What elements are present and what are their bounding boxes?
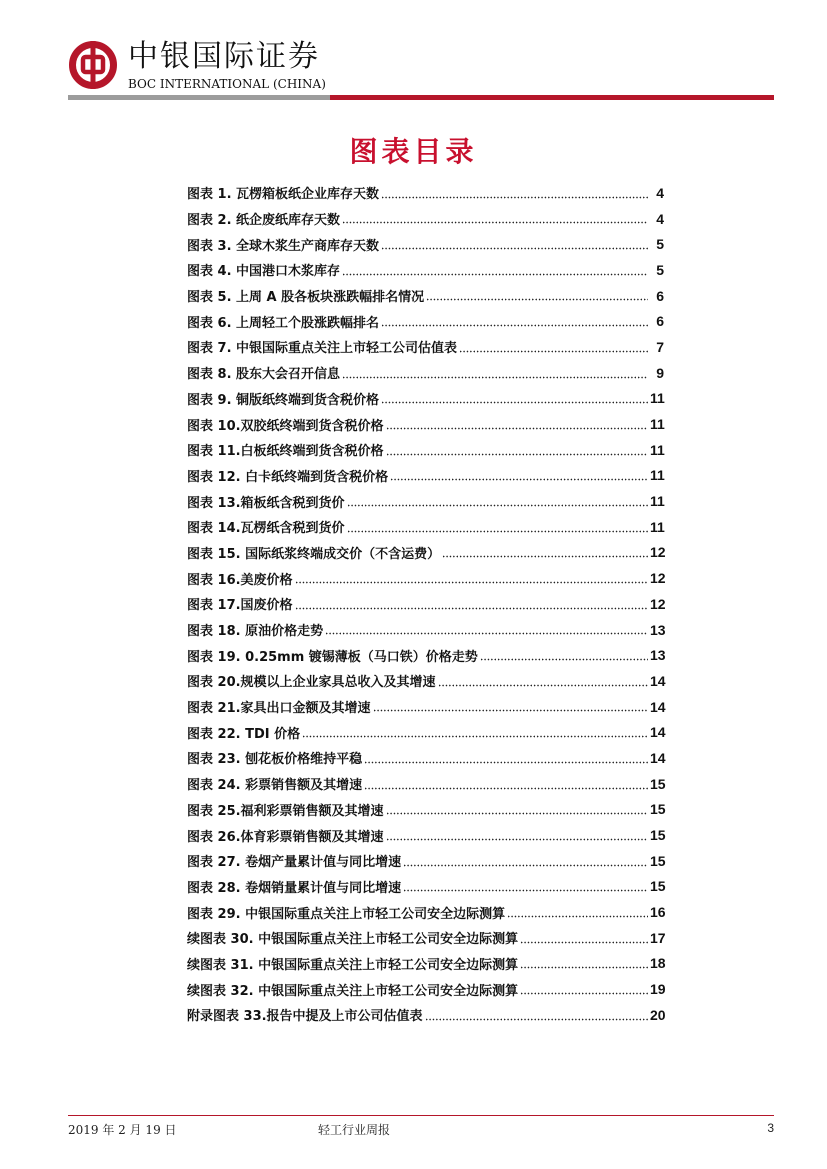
dot-leader (373, 709, 648, 712)
dot-leader (381, 401, 648, 404)
toc-entry[interactable] (187, 719, 664, 745)
toc-entry[interactable] (187, 745, 664, 771)
toc-entry-label: 图表 26.体育彩票销售额及其增速 (187, 829, 384, 845)
dot-leader (520, 992, 648, 995)
dot-leader (342, 376, 648, 379)
toc-entry-label: 图表 9. 铜版纸终端到货含税价格 (187, 392, 380, 408)
toc-entry-label: 附录图表 33.报告中提及上市公司估值表 (187, 1009, 423, 1025)
toc-entry[interactable] (187, 437, 664, 463)
toc-entry-label: 图表 19. 0.25mm 镀锡薄板（马口铁）价格走势 (187, 649, 478, 665)
toc-entry-page: 17 (650, 929, 666, 946)
brand-name-en: BOC INTERNATIONAL (CHINA) (128, 77, 326, 91)
toc-entry-label: 图表 6. 上周轻工个股涨跌幅排名 (187, 315, 380, 331)
toc-entry-page: 7 (656, 338, 664, 355)
toc-entry-page: 15 (650, 801, 666, 818)
toc-entry[interactable] (187, 1002, 664, 1028)
toc-entry[interactable] (187, 565, 664, 591)
toc-entry-label: 图表 25.福利彩票销售额及其增速 (187, 803, 384, 819)
toc-entry[interactable] (187, 617, 664, 643)
toc-entry-page: 14 (650, 724, 666, 741)
toc-entry[interactable] (187, 976, 664, 1002)
toc-entry-page: 6 (656, 313, 664, 330)
dot-leader (325, 632, 648, 635)
toc-entry-page: 11 (650, 390, 665, 407)
toc-entry[interactable] (187, 180, 664, 206)
toc-entry-page: 11 (650, 416, 665, 433)
page-header (0, 0, 827, 110)
toc-entry[interactable] (187, 360, 664, 386)
toc-entry-page: 6 (656, 287, 664, 304)
toc-entry[interactable] (187, 514, 664, 540)
toc-entry[interactable] (187, 771, 664, 797)
toc-entry-page: 12 (650, 544, 666, 561)
footer-date: 2019 年 2 月 19 日 (68, 1123, 177, 1137)
dot-leader (381, 247, 648, 250)
toc-entry-page: 15 (650, 775, 666, 792)
toc-entry[interactable] (187, 591, 664, 617)
toc-entry-label: 续图表 31. 中银国际重点关注上市轻工公司安全边际测算 (187, 957, 519, 973)
toc-entry-label: 图表 13.箱板纸含税到货价 (187, 495, 345, 511)
footer-report-title: 轻工行业周报 (318, 1123, 391, 1137)
toc-entry[interactable] (187, 899, 664, 925)
toc-entry-page: 14 (650, 698, 666, 715)
toc-entry[interactable] (187, 231, 664, 257)
toc-entry[interactable] (187, 694, 664, 720)
toc-entry-label: 图表 8. 股东大会召开信息 (187, 367, 341, 383)
toc-entry-label: 图表 12. 白卡纸终端到货含税价格 (187, 469, 389, 485)
toc-entry-page: 14 (650, 672, 666, 689)
toc-entry[interactable] (187, 874, 664, 900)
dot-leader (302, 735, 648, 738)
toc-entry-page: 15 (650, 878, 666, 895)
dot-leader (381, 324, 648, 327)
toc-entry[interactable] (187, 797, 664, 823)
dot-leader (342, 273, 648, 276)
header-rule-gray (68, 95, 330, 100)
toc-entry-label: 续图表 30. 中银国际重点关注上市轻工公司安全边际测算 (187, 932, 519, 948)
toc-entry[interactable] (187, 308, 664, 334)
dot-leader (520, 941, 648, 944)
toc-entry[interactable] (187, 334, 664, 360)
toc-entry-label: 图表 3. 全球木浆生产商库存天数 (187, 238, 380, 254)
toc-entry-page: 12 (650, 595, 666, 612)
toc-entry[interactable] (187, 848, 664, 874)
toc-entry-label: 图表 10.双胶纸终端到货含税价格 (187, 418, 384, 434)
dot-leader (425, 1018, 648, 1021)
toc-entry-label: 图表 28. 卷烟销量累计值与同比增速 (187, 880, 402, 896)
dot-leader (386, 812, 648, 815)
toc-entry-label: 图表 23. 刨花板价格维持平稳 (187, 752, 363, 768)
table-of-contents (187, 180, 664, 1028)
toc-entry-page: 13 (650, 621, 666, 638)
dot-leader (426, 298, 648, 301)
toc-entry-page: 5 (656, 261, 664, 278)
dot-leader (342, 221, 648, 224)
toc-entry-page: 4 (656, 210, 664, 227)
toc-entry-page: 13 (650, 647, 666, 664)
toc-entry-label: 图表 15. 国际纸浆终端成交价（不含运费） (187, 546, 441, 562)
toc-entry-page: 18 (650, 955, 666, 972)
toc-entry-page: 5 (656, 236, 664, 253)
dot-leader (390, 478, 648, 481)
dot-leader (520, 966, 648, 969)
dot-leader (438, 684, 648, 687)
dot-leader (459, 350, 648, 353)
toc-entry-label: 图表 4. 中国港口木浆库存 (187, 264, 341, 280)
toc-entry[interactable] (187, 463, 664, 489)
toc-entry-label: 图表 11.白板纸终端到货含税价格 (187, 444, 384, 460)
boc-logo-icon (68, 40, 118, 90)
dot-leader (364, 761, 648, 764)
toc-entry-label: 图表 7. 中银国际重点关注上市轻工公司估值表 (187, 341, 458, 357)
toc-entry-label: 图表 17.国废价格 (187, 598, 293, 614)
dot-leader (507, 915, 648, 918)
footer-rule (68, 1115, 774, 1116)
dot-leader (347, 504, 648, 507)
toc-entry-page: 11 (650, 441, 665, 458)
toc-entry[interactable] (187, 206, 664, 232)
toc-entry[interactable] (187, 257, 664, 283)
toc-entry-page: 9 (656, 364, 664, 381)
toc-entry-label: 图表 29. 中银国际重点关注上市轻工公司安全边际测算 (187, 906, 506, 922)
toc-entry[interactable] (187, 925, 664, 951)
dot-leader (386, 453, 648, 456)
toc-entry-label: 图表 16.美废价格 (187, 572, 293, 588)
dot-leader (403, 864, 648, 867)
toc-entry-label: 图表 27. 卷烟产量累计值与同比增速 (187, 855, 402, 871)
dot-leader (386, 838, 648, 841)
toc-entry[interactable] (187, 488, 664, 514)
toc-entry-page: 15 (650, 827, 666, 844)
footer-page-number: 3 (767, 1121, 774, 1135)
toc-entry-label: 图表 14.瓦楞纸含税到货价 (187, 521, 345, 537)
dot-leader (480, 658, 648, 661)
dot-leader (403, 889, 648, 892)
dot-leader (347, 530, 648, 533)
toc-entry[interactable] (187, 668, 664, 694)
toc-entry-label: 图表 1. 瓦楞箱板纸企业库存天数 (187, 187, 380, 203)
toc-entry[interactable] (187, 642, 664, 668)
brand-name-cn: 中银国际证券 (128, 39, 320, 74)
toc-entry-page: 20 (650, 1006, 666, 1023)
header-rule-red (330, 95, 774, 100)
toc-entry-page: 11 (650, 467, 665, 484)
toc-entry-label: 图表 2. 纸企废纸库存天数 (187, 213, 341, 229)
toc-entry-label: 续图表 32. 中银国际重点关注上市轻工公司安全边际测算 (187, 983, 519, 999)
toc-entry-page: 16 (650, 904, 666, 921)
toc-entry[interactable] (187, 540, 664, 566)
toc-entry-label: 图表 18. 原油价格走势 (187, 624, 324, 640)
dot-leader (386, 427, 648, 430)
toc-entry-label: 图表 21.家具出口金额及其增速 (187, 701, 371, 717)
dot-leader (295, 581, 648, 584)
toc-entry[interactable] (187, 951, 664, 977)
toc-entry[interactable] (187, 411, 664, 437)
toc-entry[interactable] (187, 822, 664, 848)
toc-entry-page: 4 (656, 184, 664, 201)
toc-entry[interactable] (187, 386, 664, 412)
toc-entry-page: 11 (650, 518, 665, 535)
dot-leader (295, 607, 648, 610)
toc-entry-page: 12 (650, 570, 666, 587)
dot-leader (442, 555, 648, 558)
toc-title: 图表目录 (349, 135, 478, 168)
toc-entry-page: 15 (650, 852, 666, 869)
toc-entry-label: 图表 5. 上周 A 股各板块涨跌幅排名情况 (187, 290, 425, 306)
toc-entry-page: 14 (650, 749, 666, 766)
toc-entry-page: 19 (650, 981, 666, 998)
toc-entry-label: 图表 20.规模以上企业家具总收入及其增速 (187, 675, 436, 691)
toc-entry-page: 11 (650, 493, 665, 510)
toc-entry-label: 图表 24. 彩票销售额及其增速 (187, 778, 363, 794)
dot-leader (364, 787, 648, 790)
dot-leader (381, 196, 648, 199)
toc-entry-label: 图表 22. TDI 价格 (187, 726, 301, 742)
toc-entry[interactable] (187, 283, 664, 309)
